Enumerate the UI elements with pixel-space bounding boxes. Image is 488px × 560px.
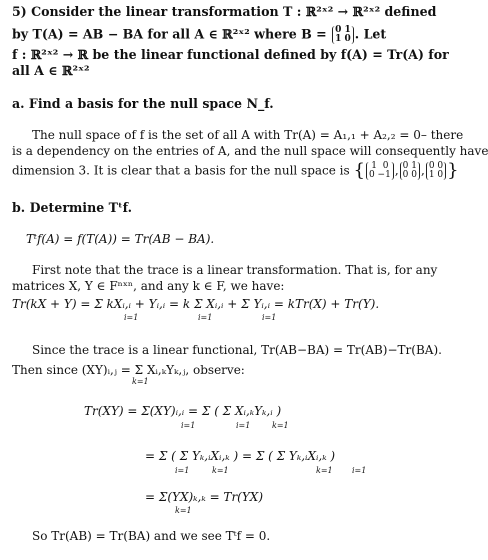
problem-line-3: f : ℝ²ˣ² → ℝ be the linear functional defined by f(A) = Tr(A) for xyxy=(12,47,449,62)
part-b-para-3: Since the trace is a linear functional, Tr(AB−BA) = Tr(AB)−Tr(BA). xyxy=(32,343,442,357)
sum-limit: i=1 xyxy=(352,466,367,475)
problem-line-2 xyxy=(12,26,386,44)
derivation-line-1: Tr(XY) = Σ(XY)ᵢ,ᵢ = Σ ( Σ Xᵢ,ₖYₖ,ᵢ ) xyxy=(84,404,282,418)
derivation-line-3: = Σ(YX)ₖ,ₖ = Tr(YX) xyxy=(145,490,264,504)
sum-limit: k=1 xyxy=(272,421,289,430)
part-b-eq-2: Tr(kX + Y) = Σ kXᵢ,ᵢ + Yᵢ,ᵢ = k Σ Xᵢ,ᵢ + Σ Yᵢ,ᵢ = kTr(X) + Tr(Y). xyxy=(12,297,380,311)
derivation-line-2: = Σ ( Σ Yₖ,ᵢXᵢ,ₖ ) = Σ ( Σ Yₖ,ᵢXᵢ,ₖ ) xyxy=(145,449,336,463)
sum-limit: i=1 xyxy=(181,421,196,430)
basis-close-brace: } xyxy=(447,160,459,181)
problem-line-4: all A ∈ ℝ²ˣ² xyxy=(12,63,90,78)
sum-limit: i=1 xyxy=(175,466,190,475)
part-b-para-1: First note that the trace is a linear transformation. That is, for any xyxy=(32,263,438,277)
sum-limit: i=1 xyxy=(262,313,277,322)
part-b-eq-1: Tᵗf(A) = f(T(A)) = Tr(AB − BA). xyxy=(26,232,215,246)
part-a-para-3: dimension 3. It is clear that a basis for the null space is { 1 0 0 −1 , 0 1 0 0 , 0 0 1 0 } xyxy=(12,160,459,181)
part-b-heading: b. Determine Tᵗf. xyxy=(12,200,133,215)
part-a-heading: a. Find a basis for the null space N_f. xyxy=(12,96,274,111)
part-b-final: So Tr(AB) = Tr(BA) and we see Tᵗf = 0. xyxy=(32,529,271,543)
sum-limit: i=1 xyxy=(198,313,213,322)
part-a-para-1: The null space of f is the set of all A with Tr(A) = A₁,₁ + A₂,₂ = 0– there xyxy=(32,128,464,142)
part-b-para-2: matrices X, Y ∈ Fⁿˣⁿ, and any k ∈ F, we have: xyxy=(12,279,285,293)
basis-matrix-1: 1 0 0 −1 xyxy=(366,162,394,180)
sum-limit: i=1 xyxy=(124,313,139,322)
matrix-b: 0 1 1 0 xyxy=(332,26,354,44)
sum-limit: k=1 xyxy=(316,466,333,475)
part-a-para-3-text: dimension 3. It is clear that a basis for the null space is xyxy=(12,163,350,178)
sum-limit: k=1 xyxy=(175,506,192,515)
basis-open-brace: { xyxy=(353,160,365,181)
problem-line-2-end: . Let xyxy=(354,26,387,42)
basis-matrix-2: 0 1 0 0 xyxy=(400,162,420,180)
part-a-para-2: is a dependency on the entries of A, and the null space will consequently have xyxy=(12,144,488,158)
basis-matrix-3: 0 0 1 0 xyxy=(426,162,446,180)
problem-line-1: 5) Consider the linear transformation T : ℝ²ˣ² → ℝ²ˣ² defined xyxy=(12,4,437,19)
sum-limit: k=1 xyxy=(132,377,149,386)
sum-limit: i=1 xyxy=(236,421,251,430)
part-b-para-4: Then since (XY)ᵢ,ⱼ = Σ Xᵢ,ₖYₖ,ⱼ, observe: xyxy=(12,363,245,377)
problem-line-2-text: by T(A) = AB − BA for all A ∈ ℝ²ˣ² where B = xyxy=(12,26,332,42)
sum-limit: k=1 xyxy=(212,466,229,475)
